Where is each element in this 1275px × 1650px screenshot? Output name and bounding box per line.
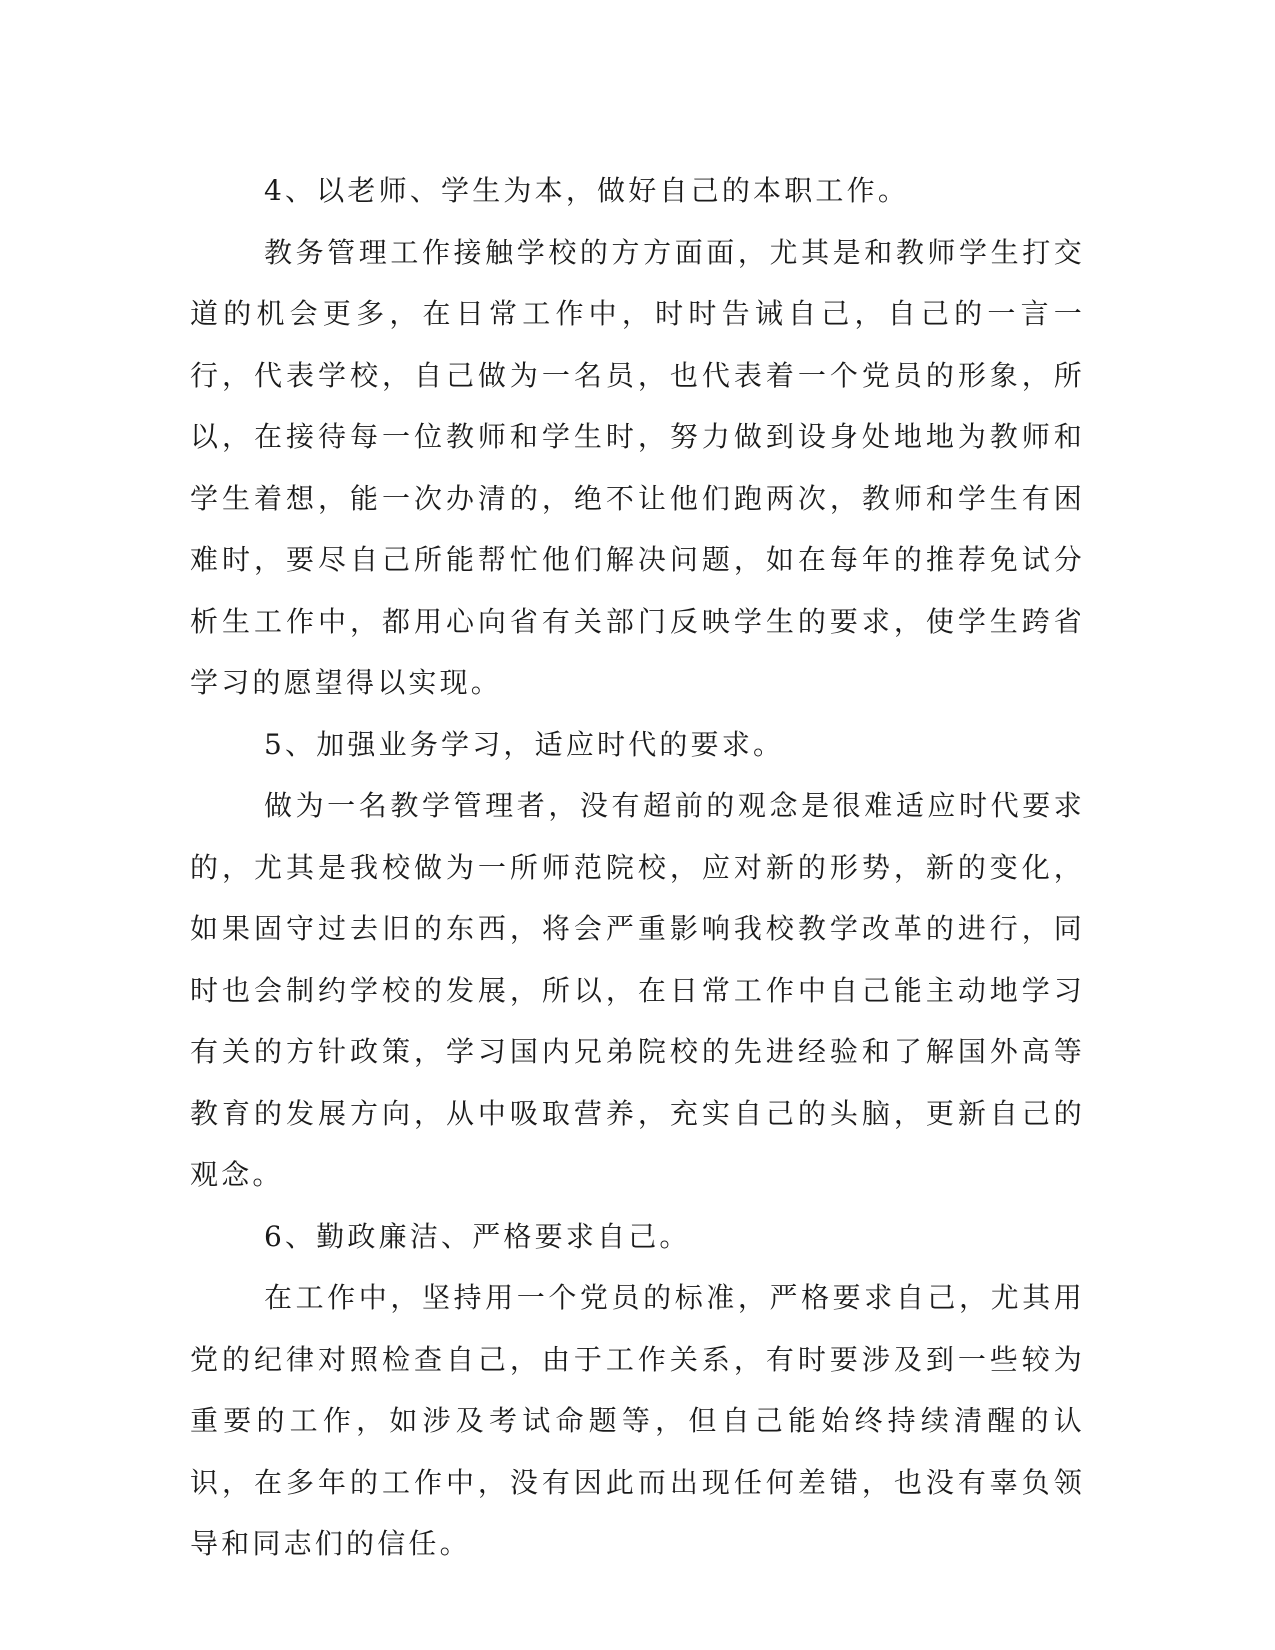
- paragraph-teacher-student: 教务管理工作接触学校的方方面面，尤其是和教师学生打交道的机会更多，在日常工作中，时时告诫自己，自己的一言一行，代表学校，自己做为一名员，也代表着一个党员的形象，所以，在接待每一位教师和学生时，努力做到设身处地地为教师和学生着想，能一次办清的，绝不让他们跑两次，教师和学生有困难时，要尽自己所能帮忙他们解决问题，如在每年的推荐免试分析生工作中，都用心向省有关部门反映学生的要求，使学生跨省学习的愿望得以实现。: [190, 235, 1085, 699]
- section-heading-5: 5、加强业务学习，适应时代的要求。: [264, 727, 785, 761]
- paragraph-business-study: 做为一名教学管理者，没有超前的观念是很难适应时代要求的，尤其是我校做为一所师范院校，应对新的形势，新的变化，如果固守过去旧的东西，将会严重影响我校教学改革的进行，同时也会制约学校的发展，所以，在日常工作中自己能主动地学习有关的方针政策，学习国内兄弟院校的先进经验和了解国外高等教育的发展方向，从中吸取营养，充实自己的头脑，更新自己的观念。: [190, 789, 1085, 1191]
- section-heading-6: 6、勤政廉洁、严格要求自己。: [264, 1219, 691, 1253]
- document-body: [190, 160, 1085, 1575]
- section-heading-4: 4、以老师、学生为本，做好自己的本职工作。: [264, 174, 910, 207]
- paragraph-integrity: 在工作中，坚持用一个党员的标准，严格要求自己，尤其用党的纪律对照检查自己，由于工作关系，有时要涉及到一些较为重要的工作，如涉及考试命题等，但自己能始终持续清醒的认识，在多年的工作中，没有因此而出现任何差错，也没有辜负领导和同志们的信任。: [190, 1281, 1085, 1560]
